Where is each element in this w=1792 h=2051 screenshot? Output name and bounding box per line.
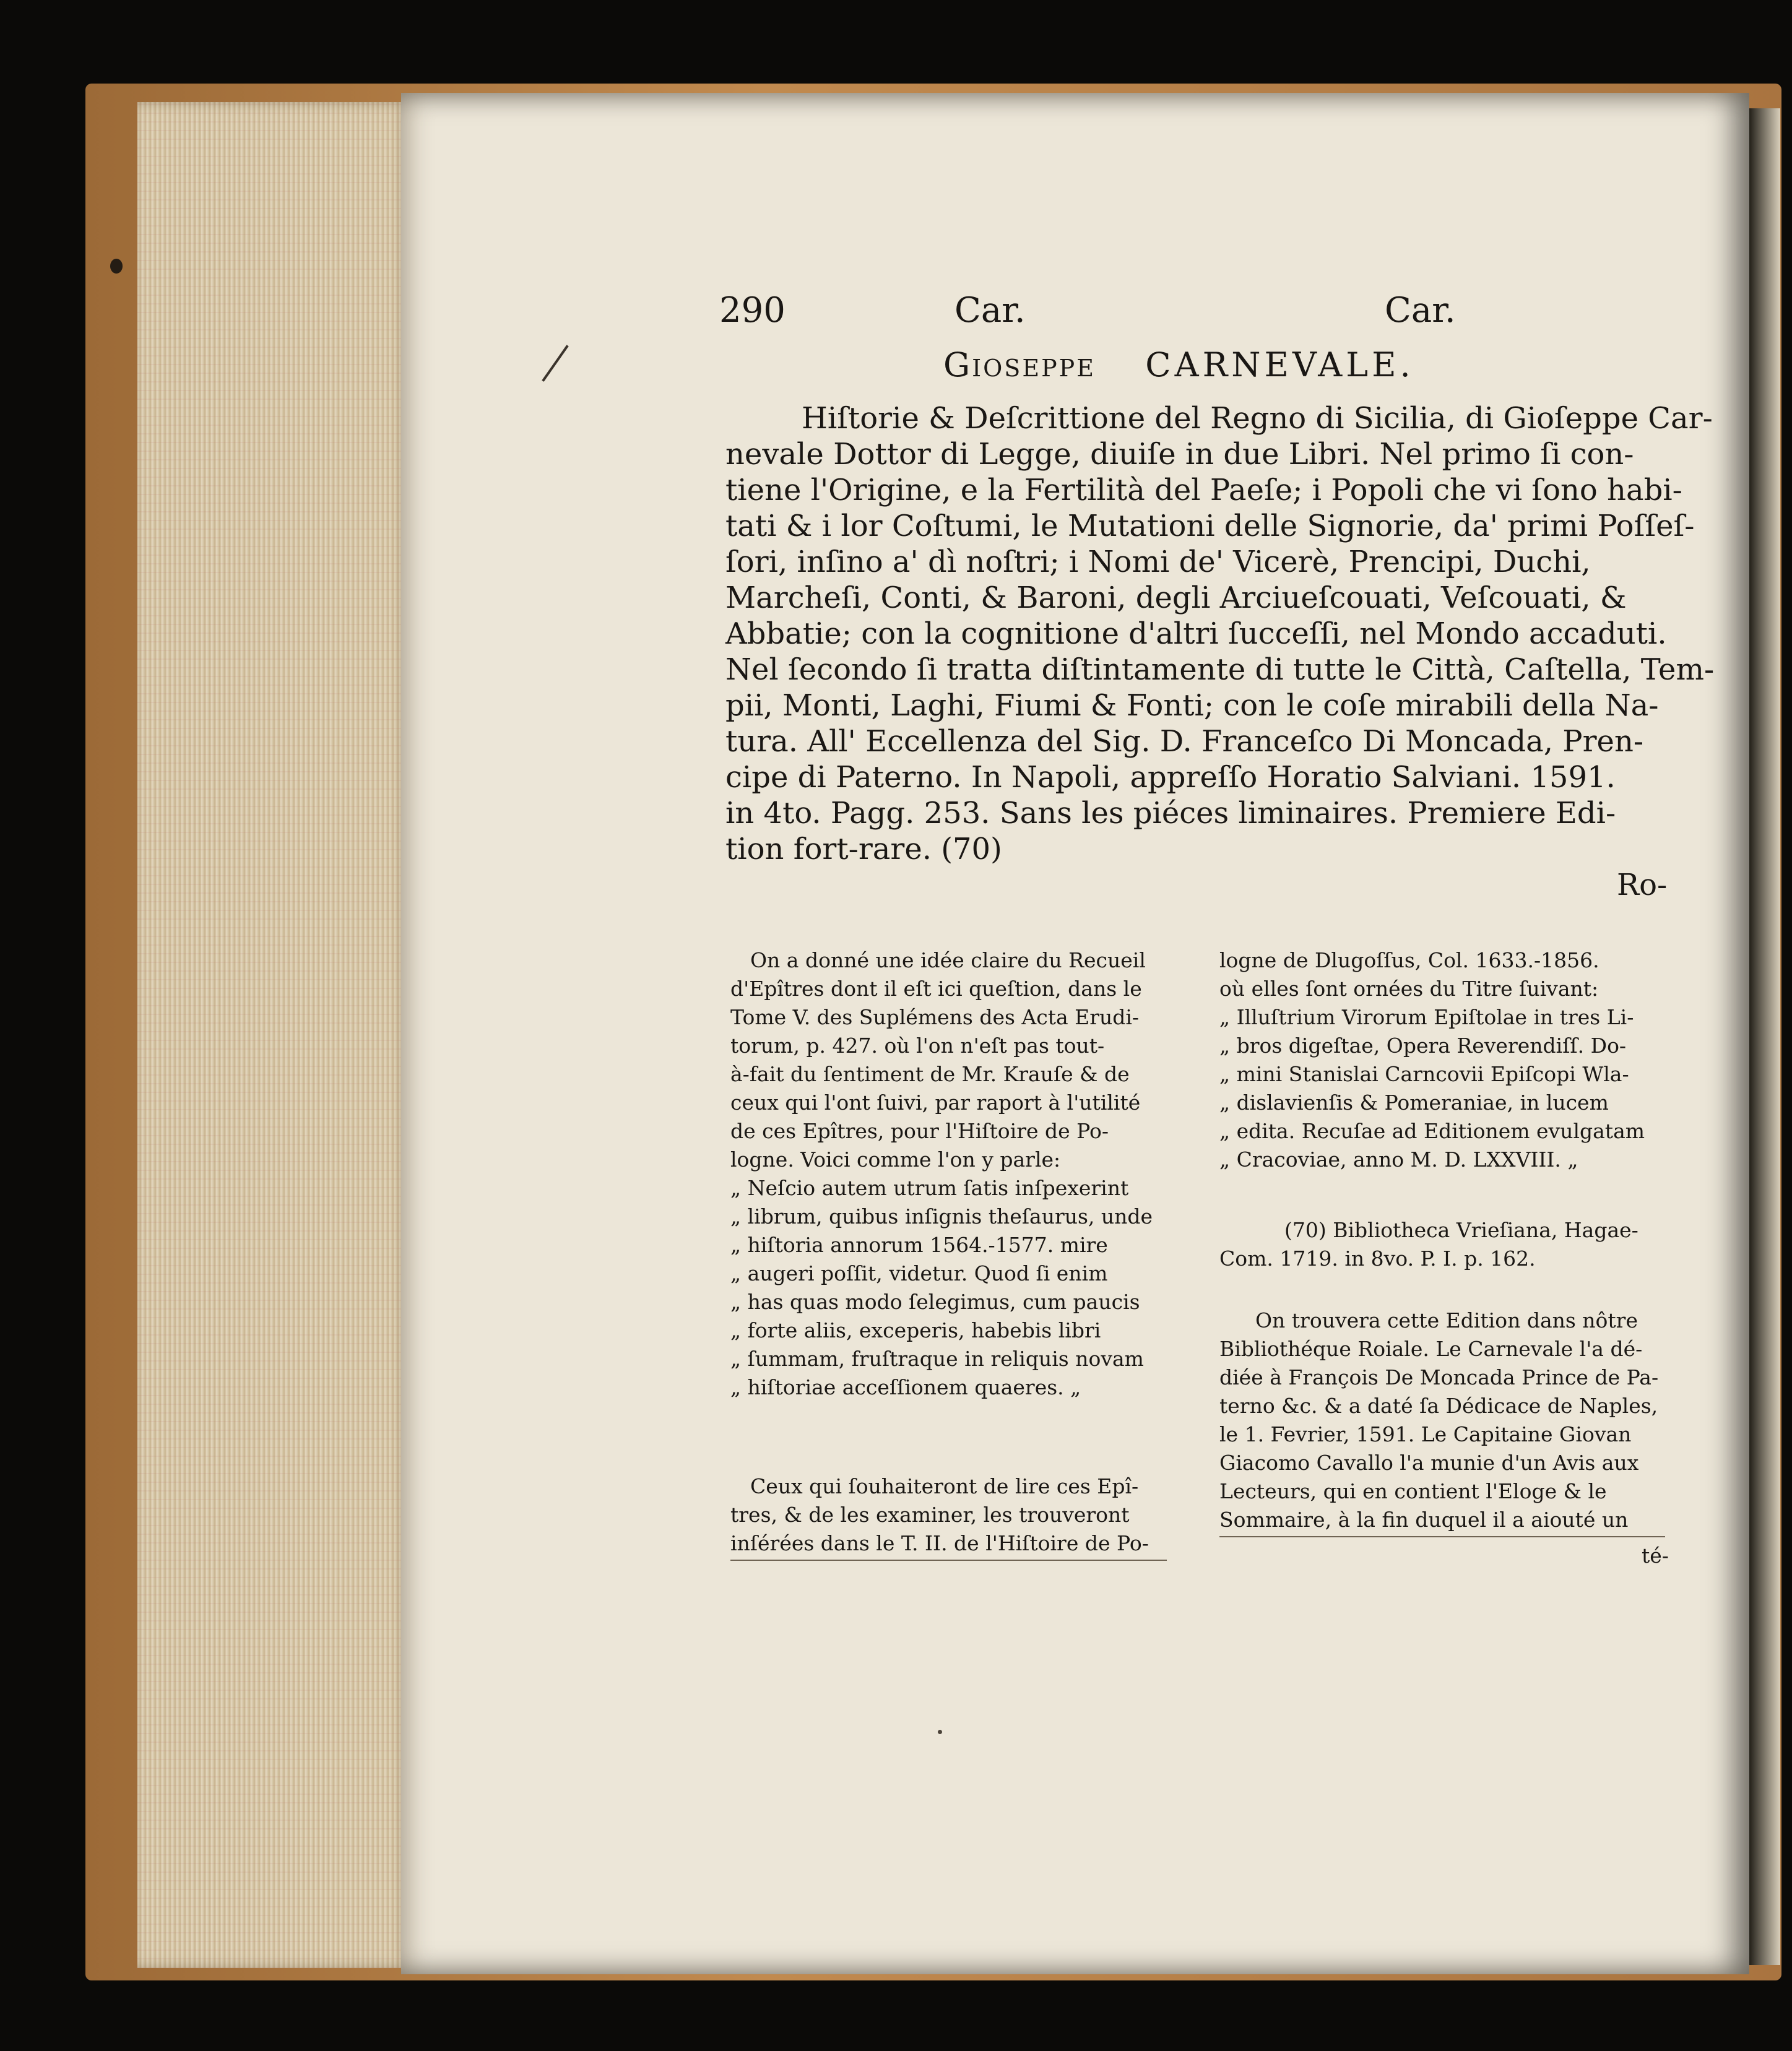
column-line: „ hiſtoria annorum 1564.-1577. mire [730, 1233, 1108, 1257]
column-line: On a donné une idée claire du Recueil [750, 948, 1146, 972]
column-line: „ dislavienſis & Pomeraniae, in lucem [1219, 1090, 1609, 1115]
facing-page-edge [1749, 108, 1780, 1965]
column-line: diée à François De Moncada Prince de Pa- [1219, 1365, 1659, 1389]
underline-rule [730, 1560, 1167, 1561]
main-line: Nel ſecondo ſi tratta diſtintamente di tutte le Città, Caſtella, Tem- [725, 652, 1715, 687]
column-line: d'Epîtres dont il eſt ici queſtion, dans le [730, 977, 1142, 1001]
page-number: 290 [719, 290, 786, 330]
column-line: Ceux qui ſouhaiteront de lire ces Epî- [750, 1474, 1139, 1498]
main-line: tati & i lor Coſtumi, le Mutationi delle Signorie, da' primi Poſſeſ- [725, 509, 1695, 543]
right-catchword: té- [1642, 1544, 1669, 1568]
column-line: tres, & de les examiner, les trouveront [730, 1503, 1130, 1527]
column-line: „ forte aliis, exceperis, habebis libri [730, 1318, 1101, 1342]
column-line: terno &c. & a daté ſa Dédicace de Naples, [1219, 1394, 1658, 1418]
main-line: cipe di Paterno. In Napoli, appreſſo Horatio Salviani. 1591. [725, 760, 1616, 795]
column-line: „ has quas modo ſelegimus, cum paucis [730, 1290, 1140, 1314]
main-line: Abbatie; con la cognitione d'altri ſucceſſi, nel Mondo accaduti. [725, 616, 1667, 651]
main-line: ſori, inſino a' dì noſtri; i Nomi de' Vicerè, Prencipi, Duchi, [725, 545, 1591, 579]
column-line: „ edita. Recuſae ad Editionem evulgatam [1219, 1119, 1645, 1143]
column-line: de ces Epîtres, pour l'Hiſtoire de Po- [730, 1119, 1109, 1143]
column-line: „ ſummam, fruſtraque in reliquis novam [730, 1347, 1144, 1371]
column-line: Com. 1719. in 8vo. P. I. p. 162. [1219, 1246, 1536, 1271]
page-edges [137, 102, 410, 1968]
column-line: le 1. Fevrier, 1591. Le Capitaine Giovan [1219, 1422, 1632, 1446]
entry-first-name: Gioseppe [943, 345, 1096, 384]
running-head-right: Car. [1385, 290, 1456, 330]
column-line: „ mini Stanislai Carncovii Epiſcopi Wla- [1219, 1062, 1629, 1086]
column-line: où elles ſont ornées du Titre ſuivant: [1219, 977, 1599, 1001]
entry-last-name: CARNEVALE. [1145, 345, 1414, 384]
column-line: torum, p. 427. où l'on n'eſt pas tout- [730, 1034, 1105, 1058]
column-line: Tome V. des Suplémens des Acta Erudi- [730, 1005, 1140, 1029]
column-line: à-fait du ſentiment de Mr. Krauſe & de [730, 1062, 1130, 1086]
underline-rule [1219, 1536, 1665, 1537]
column-line: ceux qui l'ont ſuivi, par raport à l'utilité [730, 1090, 1141, 1115]
column-line: inſérées dans le T. II. de l'Hiſtoire de Po- [730, 1531, 1149, 1555]
main-line: Marcheſi, Conti, & Baroni, degli Arciueſcouati, Veſcouati, & [725, 581, 1627, 615]
main-line: tiene l'Origine, e la Fertilità del Paeſe; i Popoli che vi ſono habi- [725, 473, 1682, 507]
cover-rivet [110, 259, 123, 274]
column-line: „ hiſtoriae acceſſionem quaeres. „ [730, 1375, 1081, 1399]
column-line: Bibliothéque Roiale. Le Carnevale l'a dé- [1219, 1337, 1643, 1361]
main-line: Hiſtorie & Deſcrittione del Regno di Sicilia, di Gioſeppe Car- [802, 401, 1713, 436]
column-line: Giacomo Cavallo l'a munie d'un Avis aux [1219, 1451, 1639, 1475]
column-line: „ Neſcio autem utrum ſatis inſpexerint [730, 1176, 1129, 1200]
main-line: tion fort-rare. (70) [725, 832, 1002, 866]
column-line: logne. Voici comme l'on y parle: [730, 1147, 1061, 1172]
column-line: Sommaire, à la fin duquel il a aiouté un [1219, 1508, 1629, 1532]
main-line: pii, Monti, Laghi, Fiumi & Fonti; con le coſe mirabili della Na- [725, 688, 1659, 723]
catchword: Ro- [1617, 868, 1668, 902]
column-line: „ bros digeſtae, Opera Reverendiſſ. Do- [1219, 1034, 1627, 1058]
column-line: „ Cracoviae, anno M. D. LXXVIII. „ [1219, 1147, 1578, 1172]
column-line: On trouvera cette Edition dans nôtre [1255, 1308, 1638, 1332]
column-line: logne de Dlugoſſus, Col. 1633.-1856. [1219, 948, 1599, 972]
column-line: (70) Bibliotheca Vrieſiana, Hagae- [1284, 1218, 1638, 1242]
main-line: in 4to. Pagg. 253. Sans les piéces liminaires. Premiere Edi- [725, 796, 1616, 831]
column-line: „ librum, quibus inſignis theſaurus, unde [730, 1204, 1153, 1228]
column-line: Lecteurs, qui en contient l'Eloge & le [1219, 1479, 1607, 1503]
running-head-left: Car. [954, 290, 1026, 330]
entry-title [943, 342, 1414, 389]
main-line: tura. All' Eccellenza del Sig. D. Franceſco Di Moncada, Pren- [725, 724, 1644, 759]
ink-dot [938, 1730, 942, 1734]
column-line: „ Illuſtrium Virorum Epiſtolae in tres Li- [1219, 1005, 1634, 1029]
column-line: „ augeri poſſit, videtur. Quod ſi enim [730, 1261, 1108, 1285]
main-line: nevale Dottor di Legge, diuiſe in due Libri. Nel primo ſi con- [725, 437, 1634, 472]
running-header [719, 286, 1459, 335]
